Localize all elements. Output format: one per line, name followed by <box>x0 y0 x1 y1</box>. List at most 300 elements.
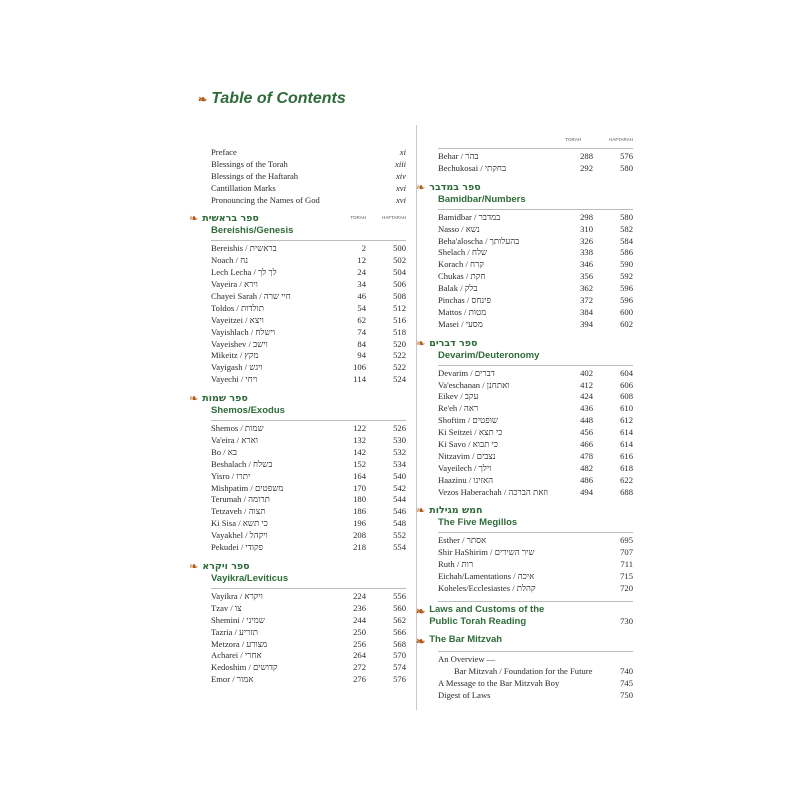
torah-page: 486 <box>580 474 593 485</box>
haftarah-page: 604 <box>620 367 633 378</box>
haftarah-page: 548 <box>393 518 406 529</box>
haftarah-page: 586 <box>620 247 633 258</box>
torah-page: 384 <box>580 306 593 317</box>
section-hebrew-text: ספר דברים <box>429 337 478 349</box>
list-item <box>211 650 406 662</box>
list-item <box>438 535 633 547</box>
list-item <box>211 518 406 530</box>
entry-title: Kedoshim / קדושים <box>211 662 278 673</box>
section-hebrew-text: ספר בראשית <box>202 213 259 225</box>
haftarah-page: 502 <box>393 255 406 266</box>
right-column <box>416 137 633 702</box>
torah-page: 402 <box>580 367 593 378</box>
entry-title: Mishpatim / משפטים <box>211 482 284 493</box>
haftarah-page: 614 <box>620 439 633 450</box>
barmitzvah-heading-text: The Bar Mitzvah <box>429 633 503 645</box>
torah-page: 298 <box>580 211 593 222</box>
list-item <box>211 662 406 674</box>
entry-title: Vayeira / וירא <box>211 279 258 290</box>
torah-page: 264 <box>353 650 366 661</box>
list-item <box>438 439 633 451</box>
entry-title: Re'eh / ראה <box>438 403 479 414</box>
entry-title: Chukas / חקת <box>438 271 486 282</box>
torah-page: 180 <box>353 494 366 505</box>
entry-title: Esther / אסתר <box>438 535 487 546</box>
section-shemos <box>189 392 406 417</box>
list-item <box>211 615 406 627</box>
entry-title: Blessings of the Torah <box>211 158 288 169</box>
haftarah-page: 508 <box>393 291 406 302</box>
torah-page: 196 <box>353 518 366 529</box>
entry-title: Vayeishev / וישב <box>211 338 268 349</box>
entry-title: Vezos Haberachah / וזאת הברכה <box>438 486 548 497</box>
page-title <box>198 90 346 108</box>
ornament-icon: ❧ <box>416 504 426 518</box>
haftarah-page: 556 <box>393 590 406 601</box>
entry-title: Ruth / רות <box>438 559 474 570</box>
list-item <box>211 542 406 554</box>
front-matter-item <box>211 159 406 171</box>
entry-title: Nitzavim / נצבים <box>438 450 496 461</box>
haftarah-page: 580 <box>620 211 633 222</box>
torah-page: 46 <box>357 291 366 302</box>
entry-title: Balak / בלק <box>438 283 478 294</box>
torah-header: TORAH <box>350 215 366 221</box>
haftarah-page: 596 <box>620 283 633 294</box>
haftarah-page: 544 <box>393 494 406 505</box>
list-item <box>438 666 633 678</box>
list-item <box>438 415 633 427</box>
torah-page: 482 <box>580 462 593 473</box>
torah-page: 224 <box>353 590 366 601</box>
torah-page: 218 <box>353 542 366 553</box>
list-item <box>211 494 406 506</box>
torah-page: 292 <box>580 162 593 173</box>
entry-title: Masei / מסעי <box>438 318 483 329</box>
torah-page: 478 <box>580 450 593 461</box>
entry-page: xvi <box>395 182 406 193</box>
section-devarim <box>416 336 633 362</box>
entry-title: Haazinu / האזינו <box>438 474 494 485</box>
haftarah-page: 608 <box>620 391 633 402</box>
entry-title: Ki Savo / כי תבוא <box>438 439 498 450</box>
list-item <box>438 403 633 415</box>
haftarah-page: 695 <box>620 535 633 546</box>
section-entries <box>438 365 633 499</box>
section-entries <box>438 651 633 702</box>
torah-page: 74 <box>357 326 366 337</box>
torah-page: 436 <box>580 403 593 414</box>
entry-title: Pinchas / פינחס <box>438 295 491 306</box>
entry-title: Toldos / תולדות <box>211 302 265 313</box>
torah-page: 142 <box>353 446 366 457</box>
torah-page: 272 <box>353 662 366 673</box>
laws-line1: Laws and Customs of the <box>429 603 545 615</box>
entry-title: Eikev / עקב <box>438 391 479 402</box>
list-item <box>211 483 406 495</box>
haftarah-page: 590 <box>620 259 633 270</box>
list-item <box>438 463 633 475</box>
list-item <box>438 151 633 163</box>
section-hebrew-text: חמש מגילות <box>429 505 483 517</box>
list-item <box>211 267 406 279</box>
ornament-icon: ❧ <box>416 635 426 648</box>
torah-page: 12 <box>357 255 366 266</box>
haftarah-header: HAFTARAH <box>382 215 406 221</box>
list-item <box>211 243 406 255</box>
entry-title: Ki Seitzei / כי תצא <box>438 427 503 438</box>
haftarah-page: 570 <box>393 650 406 661</box>
haftarah-page: 614 <box>620 427 633 438</box>
entry-title: Preface <box>211 147 237 157</box>
list-item <box>438 368 633 380</box>
torah-page: 394 <box>580 318 593 329</box>
section-heading-hebrew <box>189 560 406 573</box>
torah-page: 34 <box>357 279 366 290</box>
haftarah-page: 592 <box>620 271 633 282</box>
haftarah-page: 562 <box>393 614 406 625</box>
torah-page: 208 <box>353 530 366 541</box>
section-entries <box>211 588 406 686</box>
haftarah-page: 560 <box>393 602 406 613</box>
haftarah-page: 707 <box>620 547 633 558</box>
torah-page: 310 <box>580 223 593 234</box>
section-hebrew-text: ספר שמות <box>202 393 248 405</box>
torah-page: 466 <box>580 439 593 450</box>
section-heading-hebrew <box>416 504 633 517</box>
list-item <box>211 362 406 374</box>
list-item <box>211 459 406 471</box>
list-item <box>438 451 633 463</box>
entry-title: Bereishis / בראשית <box>211 243 277 254</box>
haftarah-page: 574 <box>393 662 406 673</box>
entry-title: Vayeilech / וילך <box>438 462 492 473</box>
list-item <box>438 380 633 392</box>
haftarah-page: 554 <box>393 542 406 553</box>
haftarah-page: 522 <box>393 350 406 361</box>
torah-page: 244 <box>353 614 366 625</box>
torah-page: 346 <box>580 259 593 270</box>
haftarah-page: 576 <box>393 674 406 685</box>
torah-page: 326 <box>580 235 593 246</box>
entry-title: Behar / בהר <box>438 151 479 161</box>
entry-title: Metzora / מצורע <box>211 638 268 649</box>
list-item <box>438 247 633 259</box>
entry-page: xvi <box>395 194 406 205</box>
torah-page: 424 <box>580 391 593 402</box>
entry-title: Nasso / נשא <box>438 223 480 234</box>
list-item <box>438 654 633 666</box>
section-heading-english: The Five Megillos <box>438 517 518 529</box>
entry-page: xiii <box>395 158 406 169</box>
section-heading-english <box>416 604 633 628</box>
section-heading-english: Vayikra/Leviticus <box>211 572 289 584</box>
entry-title: A Message to the Bar Mitzvah Boy <box>438 677 560 688</box>
list-item <box>211 674 406 686</box>
haftarah-page: 616 <box>620 450 633 461</box>
entry-title: Vayeitzei / ויצא <box>211 314 264 325</box>
torah-page: 186 <box>353 506 366 517</box>
section-heading-hebrew <box>416 181 633 194</box>
list-item <box>438 678 633 690</box>
haftarah-page: 532 <box>393 446 406 457</box>
ornament-icon: ❧ <box>416 336 426 350</box>
entry-title: Devarim / דברים <box>438 367 495 378</box>
list-item <box>438 487 633 499</box>
entry-title: Lech Lecha / לך לך <box>211 267 277 278</box>
torah-page: 114 <box>353 374 366 385</box>
entry-page: xiv <box>395 170 406 181</box>
entry-title: Digest of Laws <box>438 689 491 700</box>
front-matter-item <box>211 147 406 159</box>
section-entries <box>211 240 406 386</box>
haftarah-page: 612 <box>620 415 633 426</box>
entry-title: Bar Mitzvah / Foundation for the Future <box>454 665 593 676</box>
laws-heading-text <box>429 604 544 628</box>
haftarah-page: 534 <box>393 458 406 469</box>
ornament-icon: ❧ <box>416 605 426 618</box>
torah-page: 152 <box>353 458 366 469</box>
torah-page: 412 <box>580 379 593 390</box>
torah-page: 448 <box>580 415 593 426</box>
ornament-icon: ❧ <box>189 392 199 406</box>
list-item <box>211 639 406 651</box>
haftarah-page: 610 <box>620 403 633 414</box>
section-heading-english: Bereishis/Genesis <box>211 225 294 237</box>
list-item <box>438 391 633 403</box>
entry-title: Yisro / יתרו <box>211 470 251 481</box>
list-item <box>438 571 633 583</box>
left-column <box>189 147 406 686</box>
list-item <box>211 471 406 483</box>
section-entries <box>438 148 633 175</box>
entry-title: Korach / קרח <box>438 259 484 270</box>
haftarah-page: 506 <box>393 279 406 290</box>
torah-page: 456 <box>580 427 593 438</box>
entry-title: Vayishlach / וישלח <box>211 326 276 337</box>
list-item <box>438 271 633 283</box>
torah-page: 362 <box>580 283 593 294</box>
entry-title: Tetzaveh / תצוה <box>211 506 266 517</box>
entry-title: Noach / נח <box>211 255 249 266</box>
haftarah-page: 542 <box>393 482 406 493</box>
haftarah-page: 518 <box>393 326 406 337</box>
list-item <box>438 427 633 439</box>
entry-page: xi <box>399 147 406 157</box>
haftarah-page: 606 <box>620 379 633 390</box>
section-heading-english: Bamidbar/Numbers <box>438 193 526 205</box>
list-item <box>438 224 633 236</box>
torah-page: 250 <box>353 626 366 637</box>
haftarah-page: 582 <box>620 223 633 234</box>
front-matter-item <box>211 171 406 183</box>
haftarah-page: 740 <box>620 665 633 676</box>
haftarah-page: 500 <box>393 243 406 254</box>
entry-title: Blessings of the Haftarah <box>211 170 299 181</box>
list-item <box>211 603 406 615</box>
entry-title: Tazria / תזריע <box>211 626 259 637</box>
ornament-icon: ❧ <box>189 559 199 573</box>
section-bamidbar <box>416 180 633 206</box>
torah-page: 2 <box>361 243 366 254</box>
torah-page: 94 <box>357 350 366 361</box>
list-item <box>211 327 406 339</box>
haftarah-page: 566 <box>393 626 406 637</box>
torah-page: 356 <box>580 271 593 282</box>
column-headers <box>438 137 633 145</box>
section-megillos <box>416 504 633 529</box>
section-entries <box>438 209 633 331</box>
entry-title: Ki Sisa / כי תשא <box>211 518 268 529</box>
laws-page: 730 <box>620 615 633 626</box>
torah-page: 276 <box>353 674 366 685</box>
entry-title: Shir HaShirim / שיר השירים <box>438 547 535 558</box>
torah-page: 122 <box>353 423 366 434</box>
section-bereishis <box>189 212 406 237</box>
list-item <box>211 255 406 267</box>
haftarah-page: 711 <box>620 559 633 570</box>
haftarah-page: 584 <box>620 235 633 246</box>
torah-page: 54 <box>357 302 366 313</box>
list-item <box>438 307 633 319</box>
haftarah-page: 720 <box>620 583 633 594</box>
haftarah-page: 580 <box>620 162 633 173</box>
list-item <box>211 423 406 435</box>
list-item <box>438 475 633 487</box>
entry-title: An Overview — <box>438 653 496 664</box>
page-title-text: Table of Contents <box>211 90 346 107</box>
torah-page: 164 <box>353 470 366 481</box>
list-item <box>211 339 406 351</box>
section-barmitzvah <box>416 633 633 648</box>
section-heading-hebrew <box>416 337 633 350</box>
entry-title: Chayei Sarah / חיי שרה <box>211 291 291 302</box>
list-item <box>438 319 633 331</box>
entry-title: Koheles/Ecclesiastes / קהלת <box>438 583 536 594</box>
list-item <box>211 530 406 542</box>
torah-page: 372 <box>580 295 593 306</box>
entry-title: Mattos / מטות <box>438 306 487 317</box>
entry-title: Pekudei / פקודי <box>211 542 264 553</box>
list-item <box>211 350 406 362</box>
list-item <box>211 291 406 303</box>
section-entries <box>211 420 406 554</box>
haftarah-page: 526 <box>393 423 406 434</box>
list-item <box>211 627 406 639</box>
haftarah-page: 745 <box>620 677 633 688</box>
entry-title: Beha'aloscha / בהעלותך <box>438 235 520 246</box>
torah-header: TORAH <box>565 137 581 142</box>
entry-title: Shelach / שלח <box>438 247 488 258</box>
list-item <box>211 374 406 386</box>
section-entries <box>438 532 633 594</box>
entry-title: Acharei / אחרי <box>211 650 262 661</box>
entry-title: Vayechi / ויחי <box>211 374 258 385</box>
list-item <box>211 447 406 459</box>
entry-title: Va'eira / וארא <box>211 435 258 446</box>
entry-title: Terumah / תרומה <box>211 494 270 505</box>
torah-page: 62 <box>357 314 366 325</box>
haftarah-page: 520 <box>393 338 406 349</box>
entry-title: Bo / בא <box>211 446 238 457</box>
list-item <box>438 295 633 307</box>
haftarah-page: 600 <box>620 306 633 317</box>
haftarah-page: 602 <box>620 318 633 329</box>
ornament-icon: ❧ <box>189 212 199 226</box>
list-item <box>211 303 406 315</box>
list-item <box>211 591 406 603</box>
haftarah-page: 540 <box>393 470 406 481</box>
haftarah-page: 576 <box>620 151 633 161</box>
list-item <box>211 506 406 518</box>
list-item <box>438 212 633 224</box>
haftarah-page: 568 <box>393 638 406 649</box>
haftarah-page: 715 <box>620 571 633 582</box>
list-item <box>438 559 633 571</box>
haftarah-page: 596 <box>620 295 633 306</box>
list-item <box>211 315 406 327</box>
list-item <box>438 259 633 271</box>
torah-page: 24 <box>357 267 366 278</box>
section-heading-hebrew <box>189 392 406 405</box>
torah-page: 256 <box>353 638 366 649</box>
torah-page: 236 <box>353 602 366 613</box>
entry-title: Emor / אמור <box>211 674 254 685</box>
list-item <box>438 236 633 248</box>
entry-title: Pronouncing the Names of God <box>211 194 320 205</box>
haftarah-page: 750 <box>620 689 633 700</box>
entry-title: Shemini / שמיני <box>211 614 265 625</box>
section-heading-english <box>416 634 633 648</box>
section-hebrew-text: ספר במדבר <box>429 181 481 193</box>
torah-page: 494 <box>580 486 593 497</box>
entry-title: Va'eschanan / ואתחנן <box>438 379 510 390</box>
laws-line2: Public Torah Reading <box>429 615 527 627</box>
entry-title: Bamidbar / במדבר <box>438 211 501 222</box>
entry-title: Tzav / צו <box>211 602 242 613</box>
section-vayikra <box>189 559 406 585</box>
list-item <box>438 283 633 295</box>
haftarah-page: 552 <box>393 530 406 541</box>
torah-page: 338 <box>580 247 593 258</box>
haftarah-page: 522 <box>393 362 406 373</box>
haftarah-page: 524 <box>393 374 406 385</box>
entry-title: Cantillation Marks <box>211 182 276 193</box>
section-heading-english: Devarim/Deuteronomy <box>438 349 540 361</box>
entry-title: Vayigash / ויגש <box>211 362 263 373</box>
entry-title: Eichah/Lamentations / איכה <box>438 571 535 582</box>
section-hebrew-text: ספר ויקרא <box>202 560 250 572</box>
haftarah-page: 688 <box>620 486 633 497</box>
torah-page: 106 <box>353 362 366 373</box>
list-item <box>211 279 406 291</box>
section-laws <box>416 601 633 628</box>
list-item <box>438 163 633 175</box>
haftarah-page: 512 <box>393 302 406 313</box>
list-item <box>438 690 633 702</box>
entry-title: Bechukosai / בחקתי <box>438 162 507 173</box>
haftarah-page: 546 <box>393 506 406 517</box>
entry-title: Vayikra / ויקרא <box>211 590 263 601</box>
ornament-icon: ❧ <box>416 180 426 194</box>
entry-title: Vayakhel / ויקהל <box>211 530 268 541</box>
list-item <box>438 547 633 559</box>
torah-page: 288 <box>580 151 593 161</box>
haftarah-page: 516 <box>393 314 406 325</box>
ornament-icon: ❧ <box>198 93 208 106</box>
front-matter-item <box>211 183 406 195</box>
haftarah-page: 622 <box>620 474 633 485</box>
